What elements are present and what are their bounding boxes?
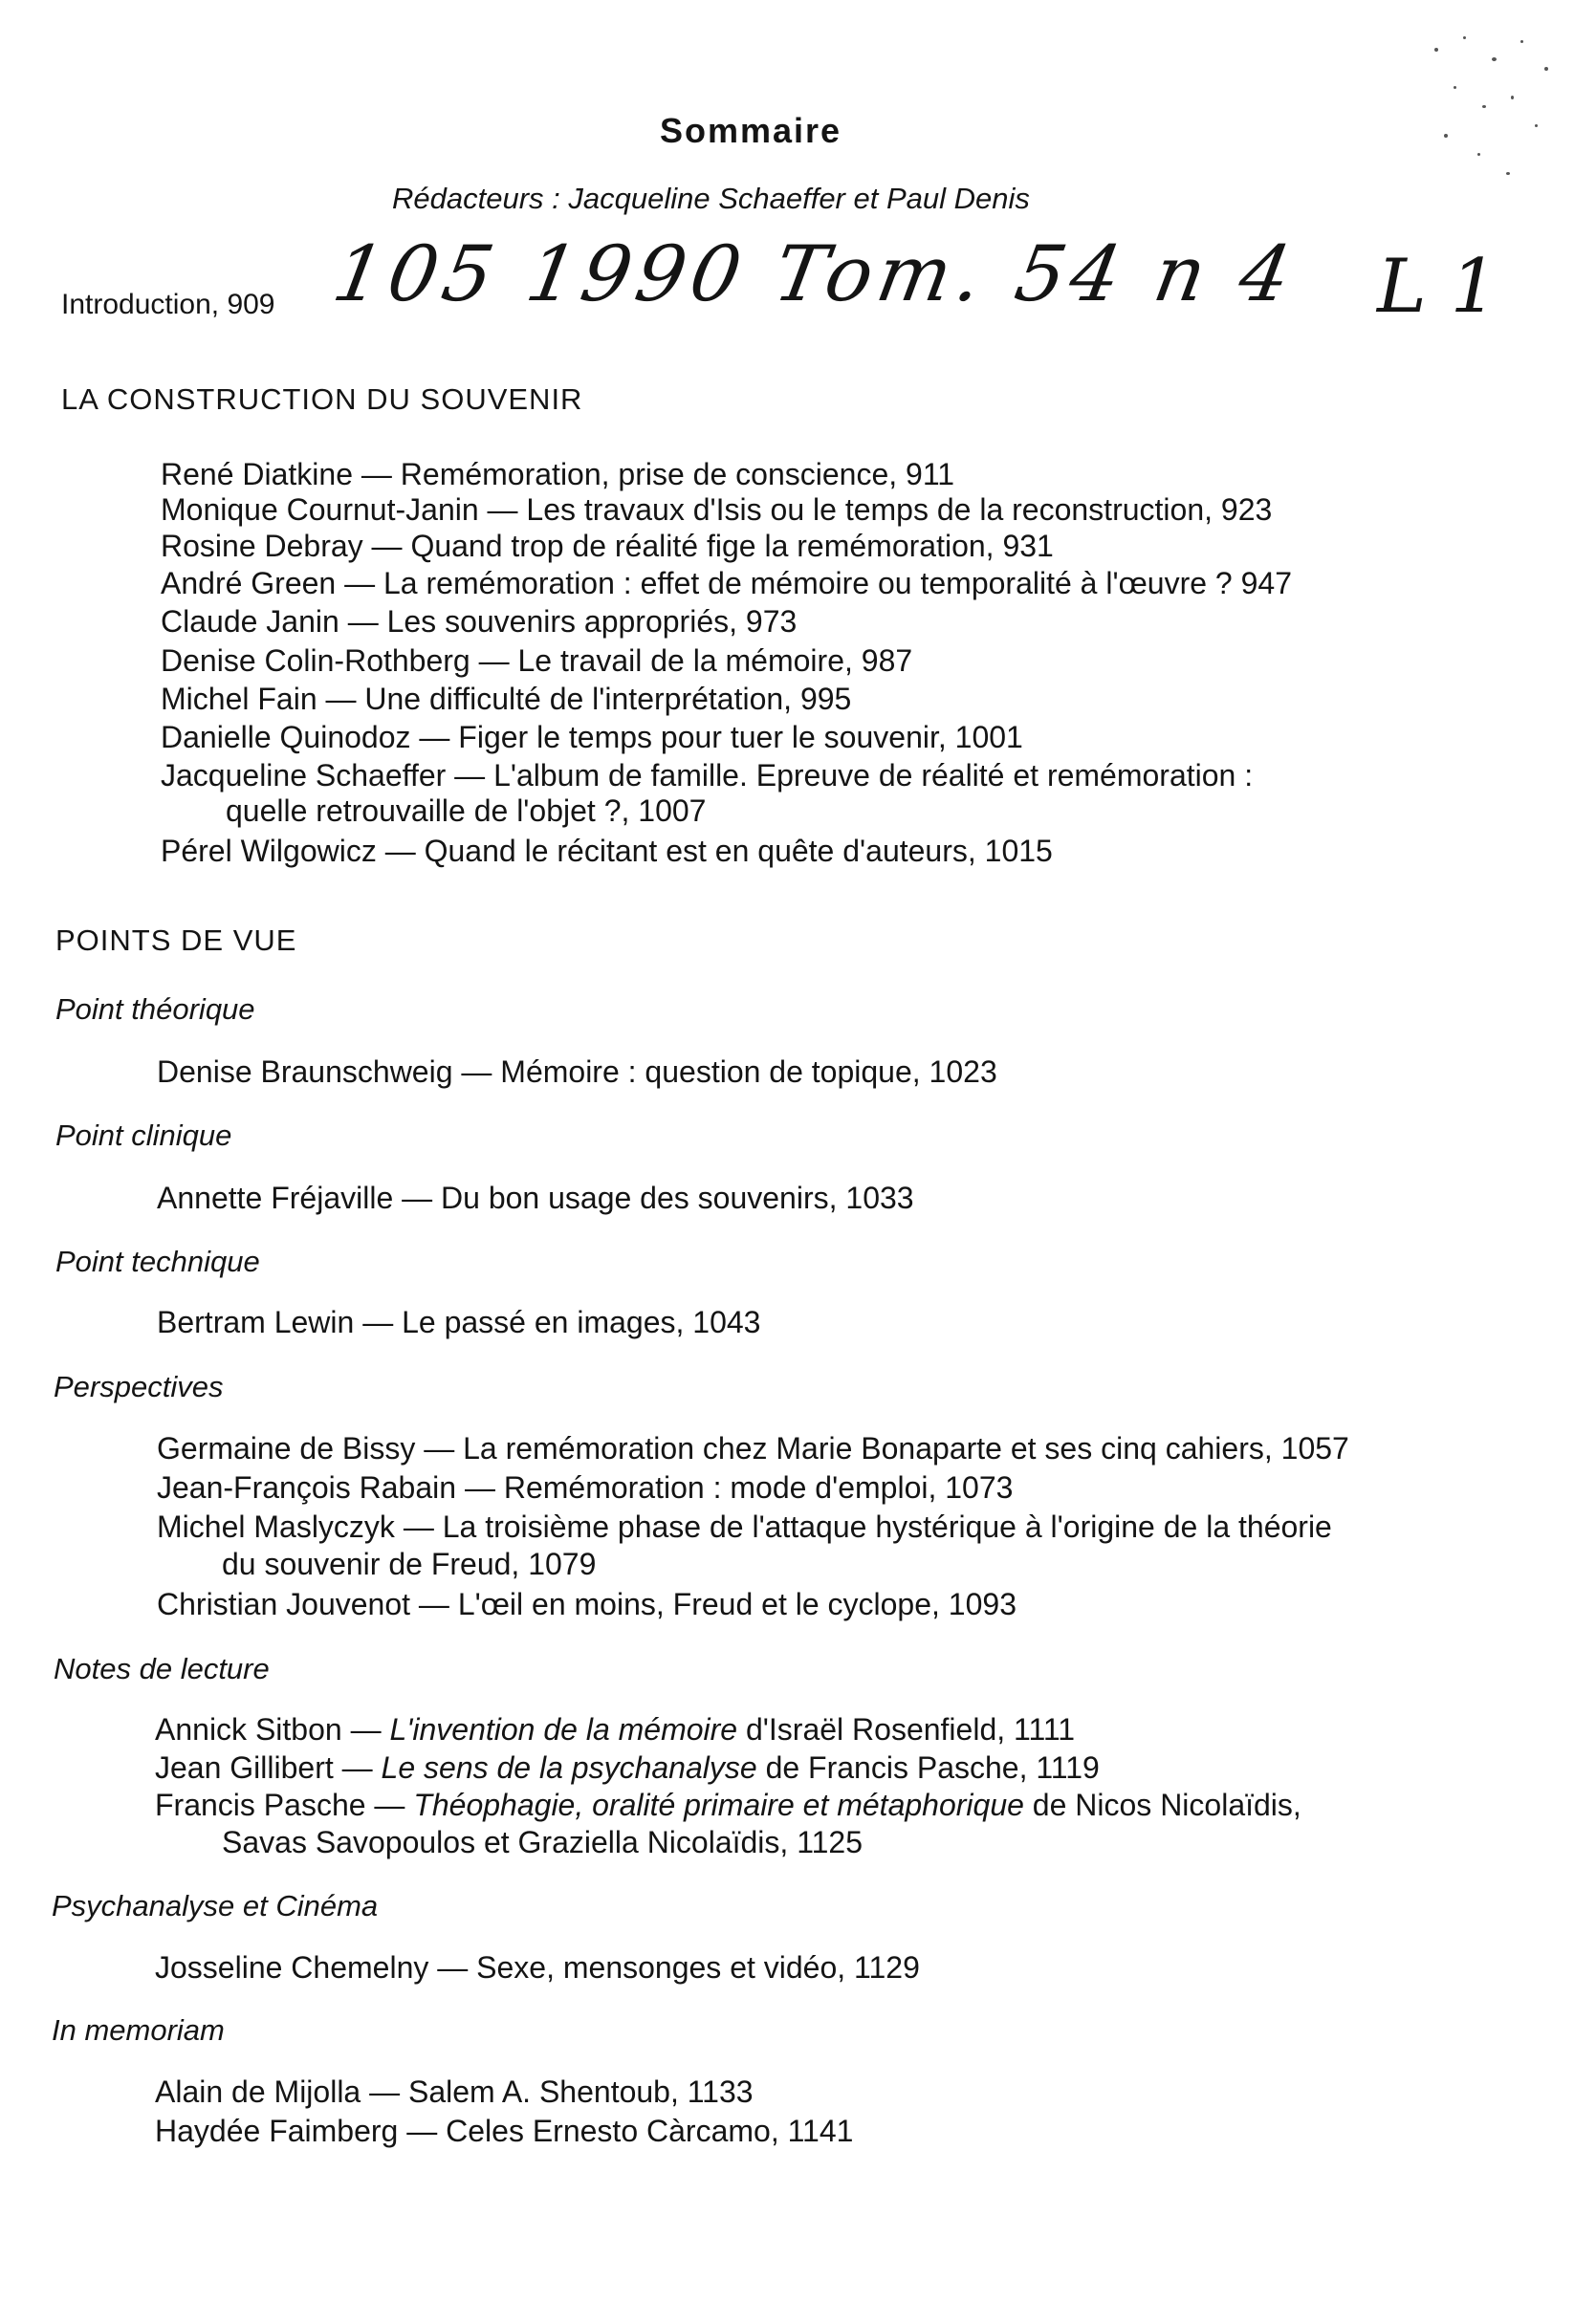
toc-entry: Germaine de Bissy — La remémoration chez Marie Bonaparte et ses cinq cahiers, 1057 [157,1431,1349,1466]
toc-entry: Josseline Chemelny — Sexe, mensonges et vidéo, 1129 [155,1950,920,1985]
toc-entry-continuation: du souvenir de Freud, 1079 [222,1547,597,1581]
subsection-label: Psychanalyse et Cinéma [52,1889,379,1922]
toc-entry: Danielle Quinodoz — Figer le temps pour tuer le souvenir, 1001 [161,720,1023,754]
section-title: POINTS DE VUE [55,923,297,957]
subsection-label: Perspectives [54,1370,224,1403]
entry-work-title: L'invention de la mémoire [389,1712,738,1747]
toc-entry: Bertram Lewin — Le passé en images, 1043 [157,1305,761,1339]
section-title: LA CONSTRUCTION DU SOUVENIR [61,382,583,416]
subsection-label: Point technique [55,1245,260,1278]
toc-entry: Pérel Wilgowicz — Quand le récitant est en quête d'auteurs, 1015 [161,834,1053,868]
handwritten-annotation-side: L 1 [1377,244,1498,330]
handwritten-annotation: 105 1990 Tom. 54 n 4 [326,229,1303,318]
entry-author: Francis Pasche — [155,1788,414,1822]
toc-entry: Rosine Debray — Quand trop de réalité fige la remémoration, 931 [161,529,1054,563]
subsection-label: Notes de lecture [54,1652,270,1685]
subsection-label: Point clinique [55,1119,232,1152]
subsection-label: Point théorique [55,992,255,1026]
entry-work-title: Le sens de la psychanalyse [381,1750,757,1785]
page-title: Sommaire [660,111,842,150]
entry-rest: d'Israël Rosenfield, 1111 [737,1712,1076,1747]
subsection-label: In memoriam [52,2013,225,2047]
toc-entry: Alain de Mijolla — Salem A. Shentoub, 1133 [155,2074,754,2109]
entry-rest: de Nicos Nicolaïdis, [1023,1788,1301,1822]
toc-entry-continuation: quelle retrouvaille de l'objet ?, 1007 [226,793,707,828]
toc-entry: Michel Maslyczyk — La troisième phase de l'attaque hystérique à l'origine de la théorie [157,1510,1332,1544]
toc-entry: Denise Colin-Rothberg — Le travail de la mémoire, 987 [161,643,913,678]
toc-entry [155,1750,1100,1786]
toc-entry: Jacqueline Schaeffer — L'album de famille. Epreuve de réalité et remémoration : [161,758,1254,793]
toc-entry: Claude Janin — Les souvenirs appropriés, 973 [161,604,798,639]
entry-rest: de Francis Pasche, 1119 [756,1750,1100,1785]
toc-entry: Denise Braunschweig — Mémoire : question de topique, 1023 [157,1054,997,1089]
toc-entry: Christian Jouvenot — L'œil en moins, Freud et le cyclope, 1093 [157,1587,1017,1621]
toc-entry: Monique Cournut-Janin — Les travaux d'Isis ou le temps de la reconstruction, 923 [161,492,1273,527]
toc-entry [155,1788,1301,1823]
scan-speckle [1425,29,1568,191]
toc-entry-continuation: Savas Savopoulos et Graziella Nicolaïdis, 1125 [222,1825,863,1859]
toc-entry [155,1712,1075,1748]
toc-entry: Haydée Faimberg — Celes Ernesto Càrcamo, 1141 [155,2114,854,2148]
introduction-entry: Introduction, 909 [61,289,275,320]
toc-entry: Jean-François Rabain — Remémoration : mode d'emploi, 1073 [157,1470,1014,1505]
toc-entry: André Green — La remémoration : effet de mémoire ou temporalité à l'œuvre ? 947 [161,566,1292,600]
entry-author: Annick Sitbon — [155,1712,390,1747]
editors-line: Rédacteurs : Jacqueline Schaeffer et Paul Denis [392,182,1030,215]
toc-entry: René Diatkine — Remémoration, prise de conscience, 911 [161,457,955,491]
entry-work-title: Théophagie, oralité primaire et métaphorique [413,1788,1024,1822]
entry-author: Jean Gillibert — [155,1750,382,1785]
toc-entry: Annette Fréjaville — Du bon usage des souvenirs, 1033 [157,1181,914,1215]
toc-entry: Michel Fain — Une difficulté de l'interprétation, 995 [161,682,852,716]
